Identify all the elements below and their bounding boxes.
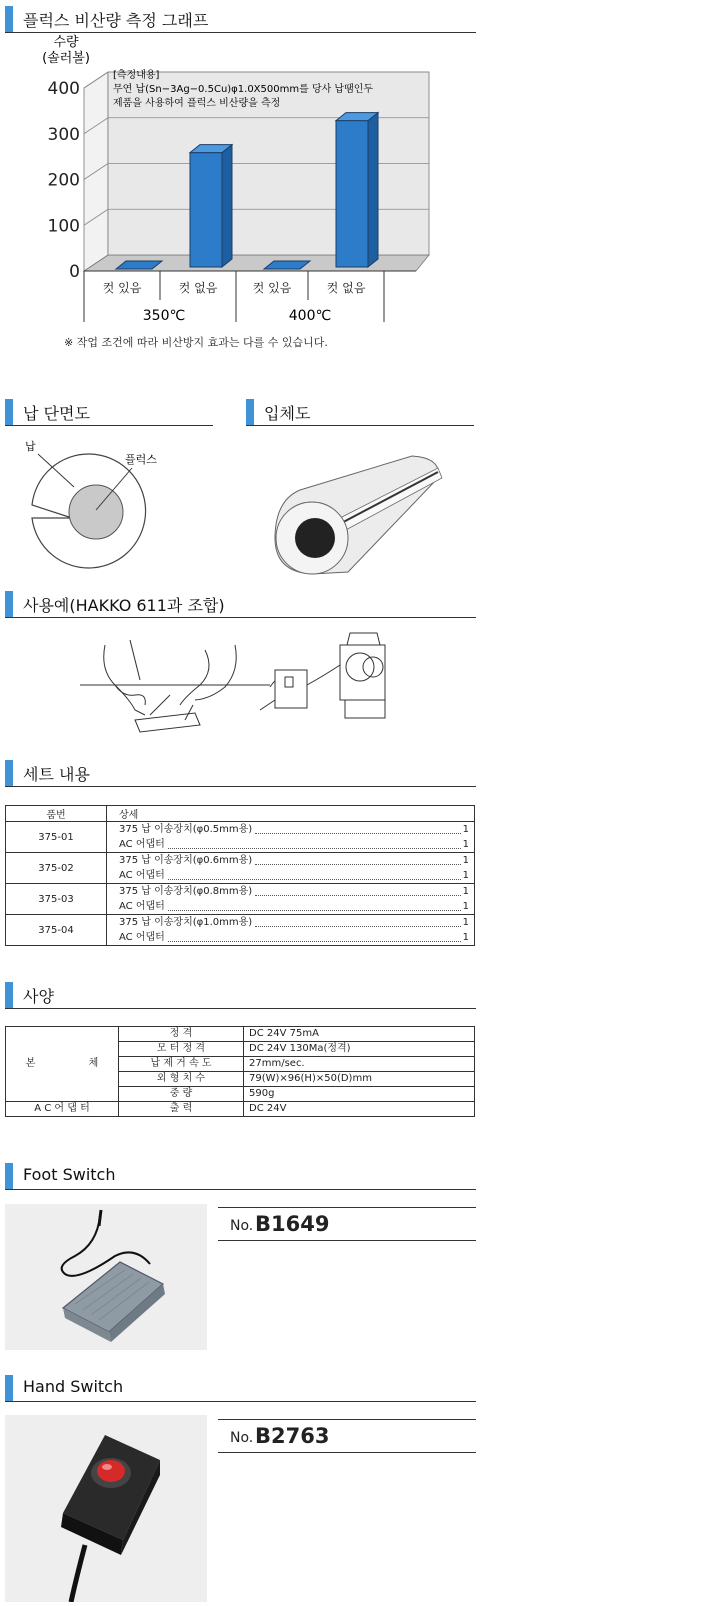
foot-switch-no-prefix: No. xyxy=(230,1218,254,1234)
cross-section-header xyxy=(5,399,213,426)
section-marker xyxy=(5,399,13,425)
cross-section-diagram xyxy=(10,432,210,582)
y-tick-label: 400 xyxy=(47,79,80,99)
table-row xyxy=(6,1102,475,1117)
hand-switch-red-button xyxy=(97,1460,125,1482)
item-qty: 1 xyxy=(462,824,469,835)
bar xyxy=(336,113,378,267)
item-detail: AC 어댑터 xyxy=(119,870,165,881)
bar-side xyxy=(222,145,232,267)
section-marker xyxy=(5,1163,13,1189)
hand-switch-cable xyxy=(71,1545,85,1602)
chart-note-line2: 제품을 사용하여 플럭스 비산량을 측정 xyxy=(113,98,281,109)
usage-title: 사용예(HAKKO 611과 조합) xyxy=(23,596,225,615)
solder-label: 납 xyxy=(25,440,36,453)
y-tick-label: 100 xyxy=(47,216,80,237)
graph-section-header xyxy=(5,6,476,33)
spec-value: DC 24V xyxy=(244,1102,475,1117)
section-marker xyxy=(5,760,13,786)
solid-view-title: 입체도 xyxy=(264,404,311,423)
item-detail: 375 납 이송장치(φ1.0mm용) xyxy=(119,917,253,928)
bar xyxy=(190,145,232,267)
x-category-label: 컷 없음 xyxy=(178,281,218,295)
hand-switch-header xyxy=(5,1375,476,1402)
table-row xyxy=(6,853,475,884)
chart-note-line1: 무연 납(Sn−3Ag−0.5Cu)φ1.0X500mm를 당사 납땜인두 xyxy=(113,84,374,95)
item-detail: 375 납 이송장치(φ0.5mm용) xyxy=(119,824,253,835)
chart-ylabel-1: 수량 xyxy=(53,35,79,50)
item-qty: 1 xyxy=(462,855,469,866)
item-qty: 1 xyxy=(462,932,469,943)
graph-section-title: 플럭스 비산량 측정 그래프 xyxy=(23,11,209,30)
item-qty: 1 xyxy=(462,839,469,850)
flux-core-end xyxy=(295,518,335,558)
specs-header xyxy=(5,982,476,1009)
usage-header xyxy=(5,591,476,618)
chart-note-title: [측정내용] xyxy=(113,70,160,81)
spec-name: 정 격 xyxy=(119,1027,244,1042)
flux-label: 플럭스 xyxy=(125,453,157,466)
y-tick-label: 0 xyxy=(69,262,80,282)
chart-ylabel-2: (솔러볼) xyxy=(42,51,90,66)
x-category-label: 컷 있음 xyxy=(102,281,142,295)
set-contents-table xyxy=(5,805,475,946)
graph-footnote: ※ 작업 조건에 따라 비산방지 효과는 다를 수 있습니다. xyxy=(64,336,328,349)
x-category-label: 컷 있음 xyxy=(252,281,292,295)
spec-name: 납 제 거 속 도 xyxy=(119,1057,244,1072)
solid-view-header xyxy=(246,399,474,426)
section-marker xyxy=(5,982,13,1008)
cross-section-title: 납 단면도 xyxy=(23,404,90,423)
hand-switch-number-box xyxy=(218,1419,476,1453)
table-row xyxy=(6,915,475,946)
item-qty: 1 xyxy=(462,917,469,928)
section-marker xyxy=(5,1375,13,1401)
flux-core xyxy=(69,485,123,539)
section-marker xyxy=(246,399,254,425)
set-contents-header xyxy=(5,760,476,787)
hand-switch-title: Hand Switch xyxy=(23,1377,124,1396)
foot-switch-title: Foot Switch xyxy=(23,1165,116,1184)
y-tick-label: 200 xyxy=(47,170,80,191)
foot-switch-number: B1649 xyxy=(255,1212,330,1236)
set-contents-title: 세트 내용 xyxy=(23,765,90,784)
spec-name: 외 형 치 수 xyxy=(119,1072,244,1087)
specs-title: 사양 xyxy=(23,987,54,1006)
part-number: 375-04 xyxy=(6,915,107,946)
adapter-label: A C 어 댑 터 xyxy=(6,1102,119,1117)
spec-value: 79(W)×96(H)×50(D)mm xyxy=(244,1072,475,1087)
part-number: 375-03 xyxy=(6,884,107,915)
table-row xyxy=(6,884,475,915)
item-qty: 1 xyxy=(462,886,469,897)
part-number: 375-01 xyxy=(6,822,107,853)
foot-switch-number-box xyxy=(218,1207,476,1241)
item-qty: 1 xyxy=(462,901,469,912)
x-group-label-400: 400℃ xyxy=(288,308,332,324)
part-number: 375-02 xyxy=(6,853,107,884)
bar-side xyxy=(368,113,378,267)
bar-front xyxy=(336,121,368,267)
flux-chart xyxy=(0,30,440,330)
spec-value: 27mm/sec. xyxy=(244,1057,475,1072)
table-row xyxy=(6,1027,475,1042)
spec-name: 출 력 xyxy=(119,1102,244,1117)
foot-switch-cable xyxy=(62,1216,150,1276)
table-row xyxy=(6,822,475,853)
spec-name: 중 량 xyxy=(119,1087,244,1102)
section-marker xyxy=(5,6,13,32)
spec-value: 590g xyxy=(244,1087,475,1102)
x-group-label-350: 350℃ xyxy=(142,308,186,324)
body-label: 본 체 xyxy=(6,1027,119,1102)
spec-value: DC 24V 75mA xyxy=(244,1027,475,1042)
item-detail: AC 어댑터 xyxy=(119,839,165,850)
item-detail: AC 어댑터 xyxy=(119,932,165,943)
bar-front xyxy=(190,153,222,267)
item-qty: 1 xyxy=(462,870,469,881)
item-detail: 375 납 이송장치(φ0.6mm용) xyxy=(119,855,253,866)
hand-switch-no-prefix: No. xyxy=(230,1430,254,1446)
header-part-number: 품번 xyxy=(6,806,107,822)
specs-table xyxy=(5,1026,475,1117)
item-detail: AC 어댑터 xyxy=(119,901,165,912)
x-category-label: 컷 없음 xyxy=(326,281,366,295)
header-detail: 상세 xyxy=(107,806,475,822)
solid-view-diagram xyxy=(270,448,450,578)
item-detail: 375 납 이송장치(φ0.8mm용) xyxy=(119,886,253,897)
hand-switch-photo xyxy=(5,1415,207,1602)
hand-switch-number: B2763 xyxy=(255,1424,330,1448)
y-tick-label: 300 xyxy=(47,124,80,145)
section-marker xyxy=(5,591,13,617)
foot-switch-header xyxy=(5,1163,476,1190)
usage-illustration xyxy=(75,625,405,735)
spec-name: 모 터 정 격 xyxy=(119,1042,244,1057)
foot-switch-photo xyxy=(5,1204,207,1350)
spec-value: DC 24V 130Ma(정격) xyxy=(244,1042,475,1057)
